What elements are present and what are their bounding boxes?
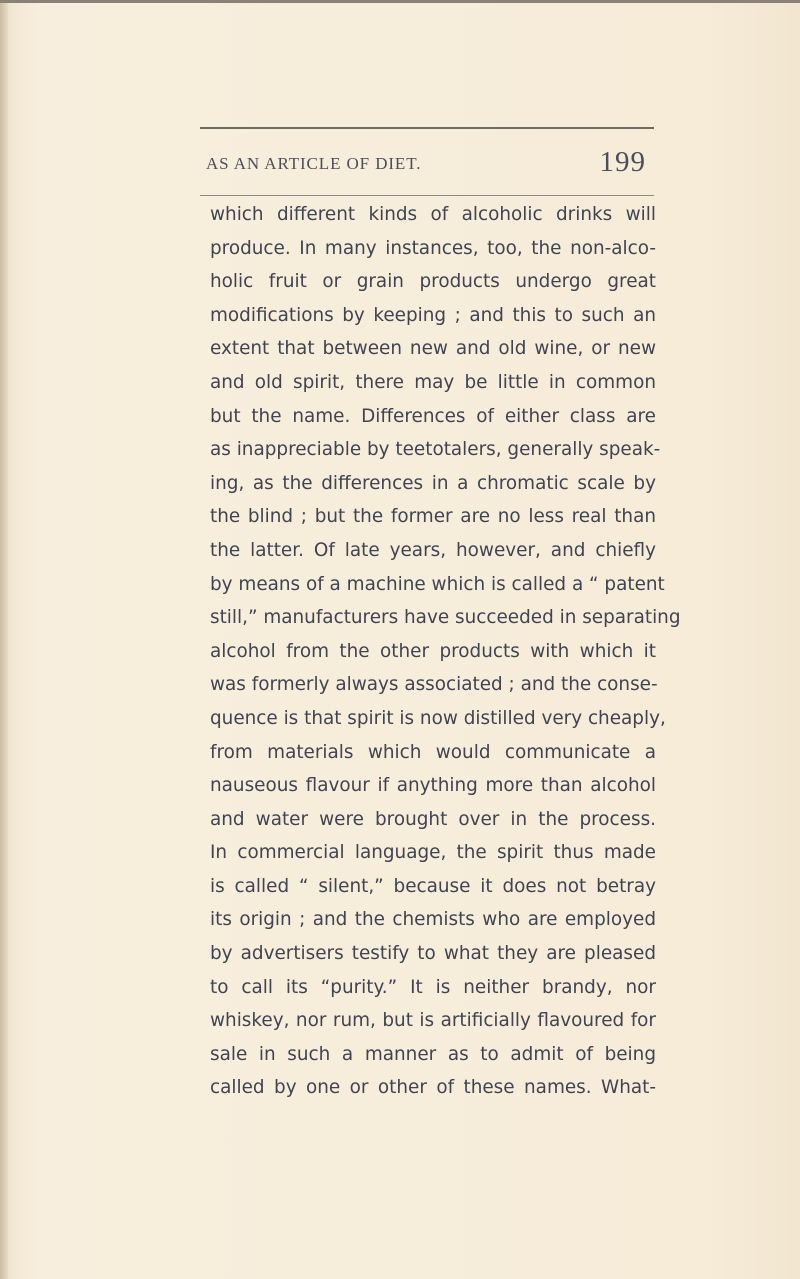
page-number: 199 <box>599 146 646 178</box>
text-line: which different kinds of alcoholic drinks will <box>210 204 656 225</box>
page-binding-edge <box>0 0 8 1279</box>
header-rule-top <box>200 127 654 129</box>
text-line: called by one or other of these names. What- <box>210 1077 656 1099</box>
text-line: to call its “purity.” It is neither brandy, nor <box>210 976 656 998</box>
text-line: is called “ silent,” because it does not betray <box>210 875 656 897</box>
text-line: holic fruit or grain products undergo great <box>210 271 656 293</box>
body-text <box>210 198 681 1105</box>
text-line: from materials which would communicate a <box>210 741 656 763</box>
header-rule-bottom <box>200 195 654 196</box>
text-line: its origin ; and the chemists who are employed <box>210 909 656 931</box>
text-line: and water were brought over in the process. <box>210 808 656 830</box>
text-line: produce. In many instances, too, the non-alco- <box>210 237 656 259</box>
text-line: the latter. Of late years, however, and chiefly <box>210 539 656 561</box>
text-line: ing, as the differences in a chromatic scale by <box>210 472 656 494</box>
running-title: AS AN ARTICLE OF DIET. <box>206 154 422 173</box>
text-line: by advertisers testify to what they are pleased <box>210 943 656 965</box>
text-line: but the name. Differences of either class are <box>210 405 656 427</box>
text-line: was formerly always associated ; and the conse- <box>210 674 658 696</box>
text-line: In commercial language, the spirit thus made <box>210 842 656 864</box>
text-line: as inappreciable by teetotalers, generally speak- <box>210 439 661 461</box>
text-line: sale in such a manner as to admit of being <box>210 1043 656 1065</box>
text-line: by means of a machine which is called a “ patent <box>210 573 665 595</box>
text-line: still,” manufacturers have succeeded in separating <box>210 607 681 629</box>
running-header <box>200 146 660 180</box>
text-line: quence is that spirit is now distilled very cheaply, <box>210 707 666 729</box>
text-line: extent that between new and old wine, or new <box>210 338 656 360</box>
text-line: alcohol from the other products with which it <box>210 640 656 662</box>
text-line: and old spirit, there may be little in common <box>210 371 656 393</box>
text-line: nauseous flavour if anything more than alcohol <box>210 775 656 797</box>
text-line: whiskey, nor rum, but is artificially flavoured for <box>210 1010 656 1032</box>
text-line: modifications by keeping ; and this to such an <box>210 304 656 326</box>
text-line: the blind ; but the former are no less real than <box>210 506 656 528</box>
page-top-edge <box>0 0 800 3</box>
